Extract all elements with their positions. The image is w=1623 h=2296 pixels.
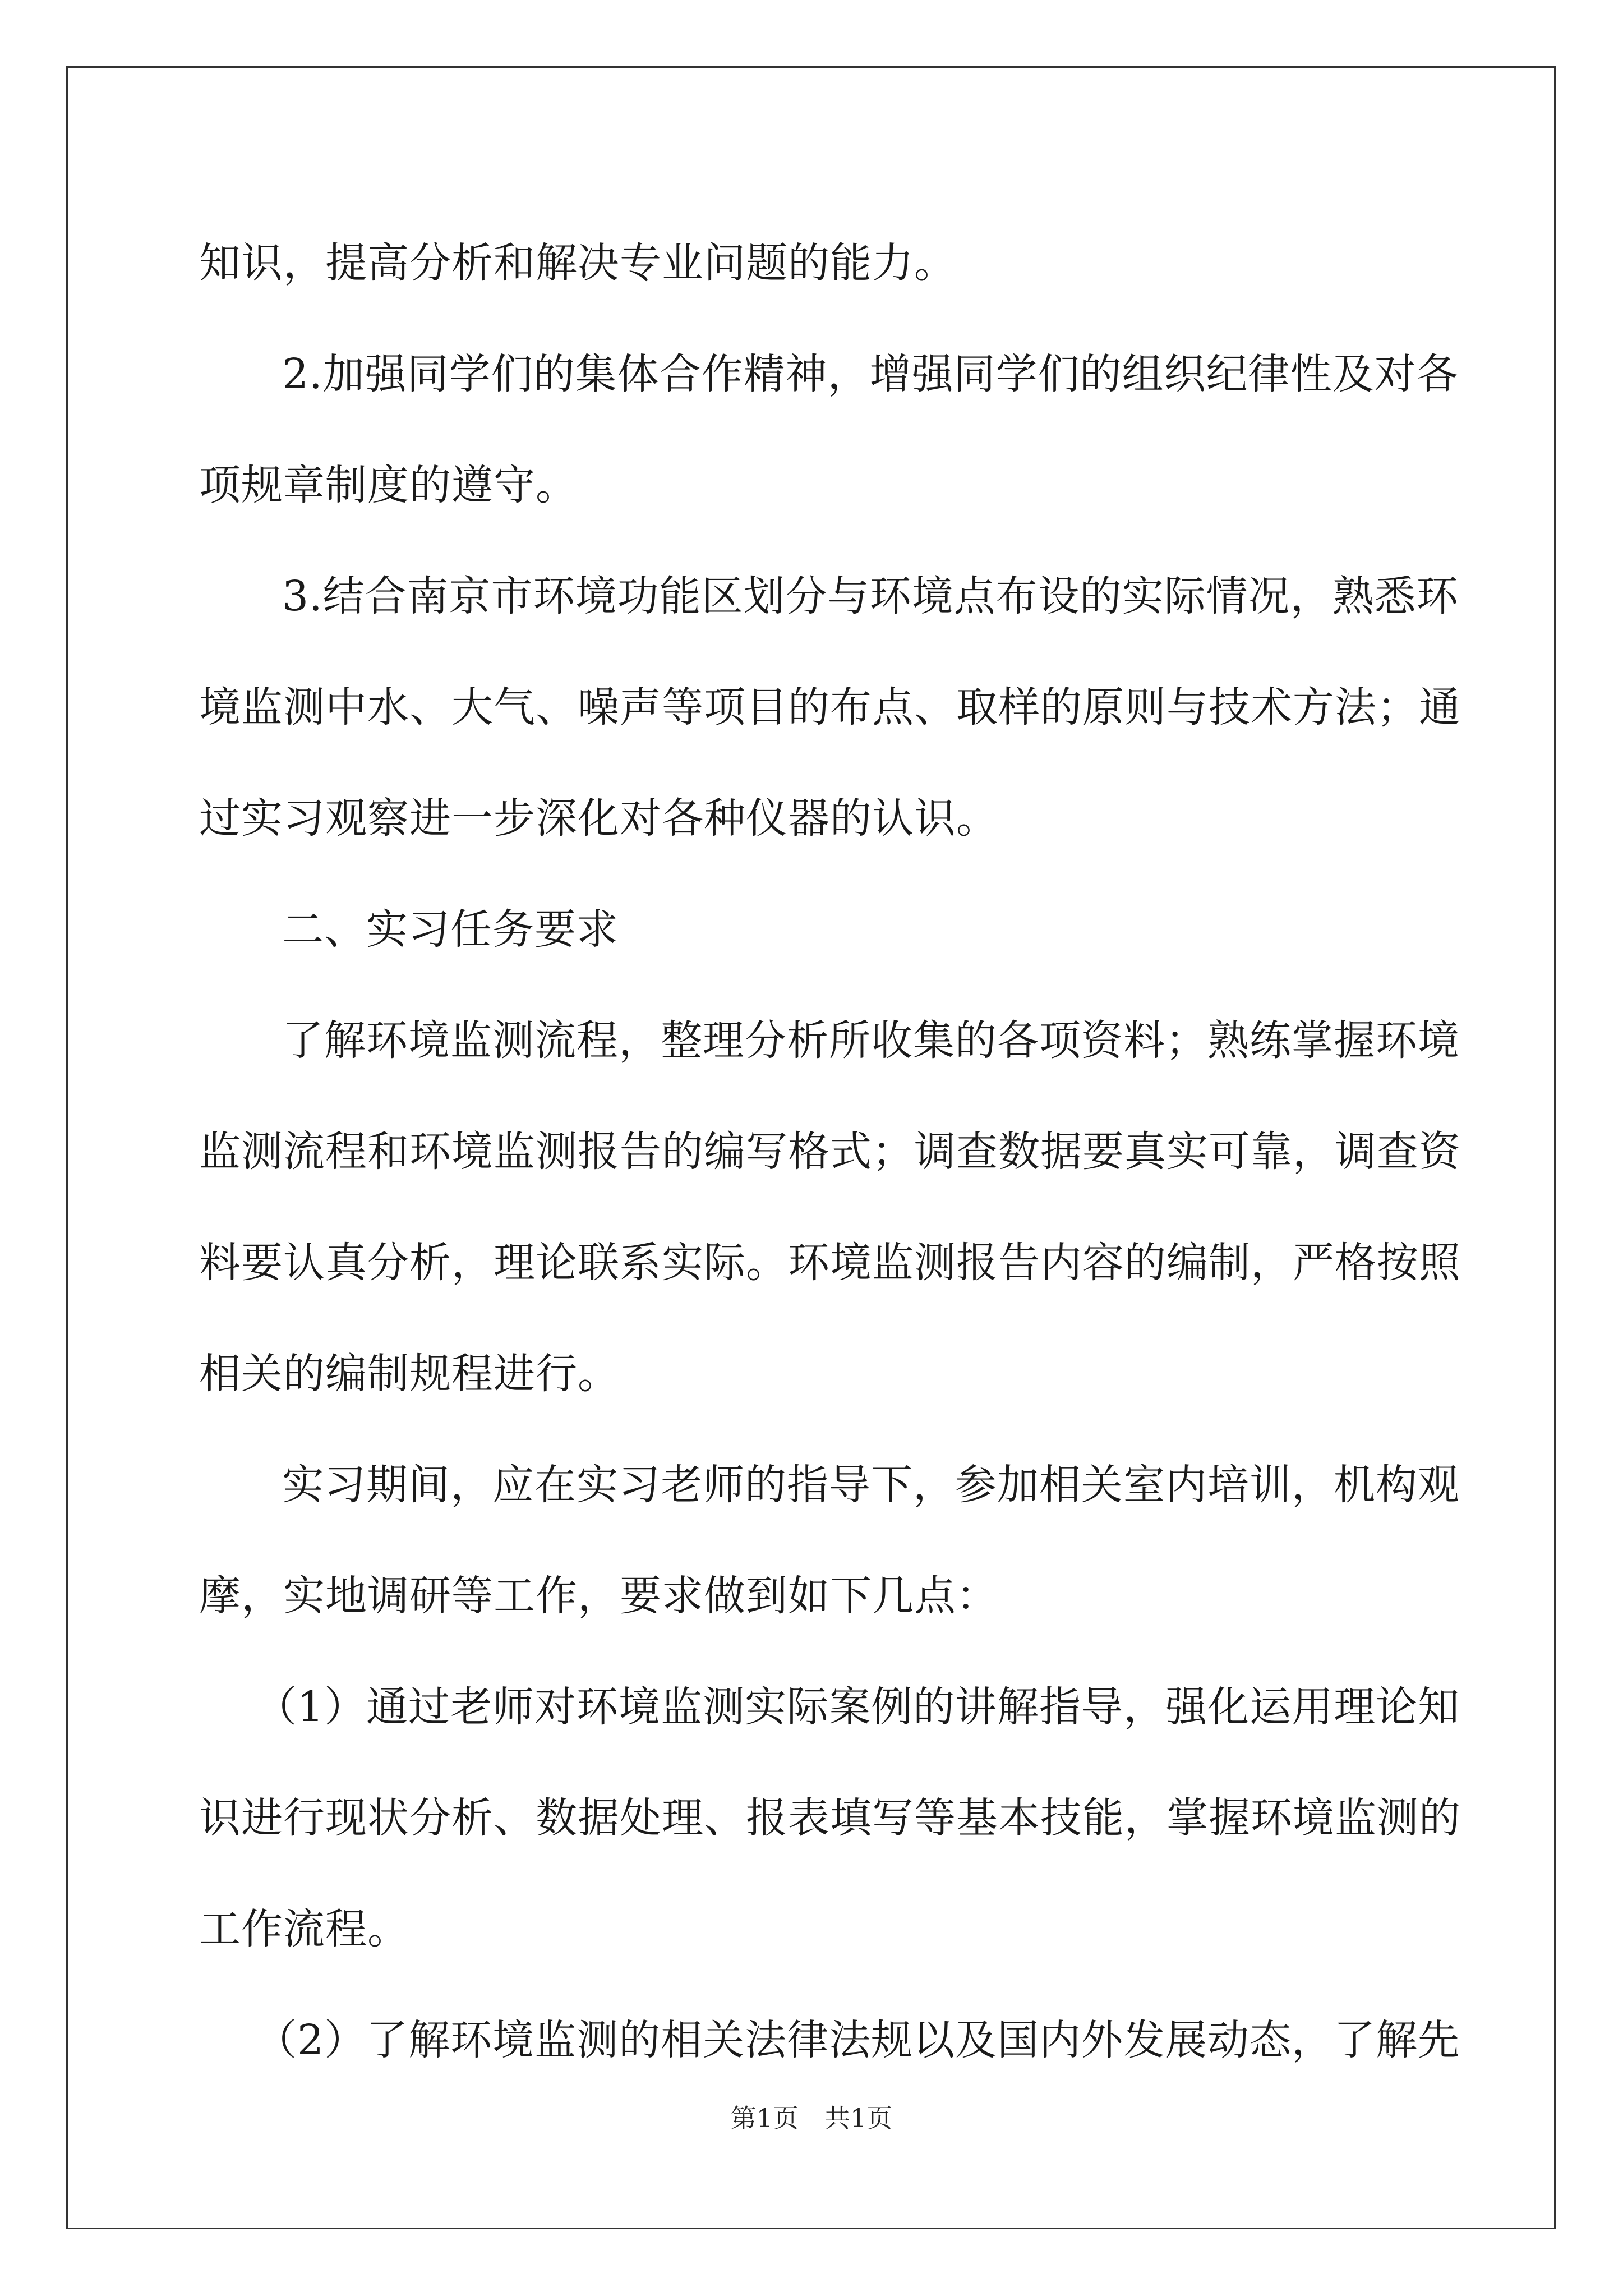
- text-line: 2.加强同学们的集体合作精神，增强同学们的组织纪律性及对各: [282, 350, 1459, 398]
- text-line: 过实习观察进一步深化对各种仪器的认识。: [199, 794, 998, 843]
- text-line: 摩，实地调研等工作，要求做到如下几点：: [199, 1572, 998, 1620]
- text-line: 知识，提高分析和解决专业问题的能力。: [199, 239, 956, 287]
- text-line: 识进行现状分析、数据处理、报表填写等基本技能，掌握环境监测的: [199, 1794, 1461, 1842]
- text-line: 了解环境监测流程，整理分析所收集的各项资料；熟练掌握环境: [282, 1016, 1460, 1065]
- text-line: （2）了解环境监测的相关法律法规以及国内外发展动态，了解先: [255, 2016, 1460, 2064]
- text-line: 实习期间，应在实习老师的指导下，参加相关室内培训，机构观: [282, 1461, 1460, 1509]
- text-line: 项规章制度的遵守。: [199, 461, 578, 509]
- text-line: 料要认真分析，理论联系实际。环境监测报告内容的编制，严格按照: [199, 1239, 1461, 1287]
- text-line: 工作流程。: [199, 1905, 409, 1953]
- text-line: 境监测中水、大气、噪声等项目的布点、取样的原则与技术方法；通: [199, 683, 1461, 731]
- text-line: 3.结合南京市环境功能区划分与环境点布设的实际情况，熟悉环: [282, 572, 1459, 620]
- section-heading: 二、实习任务要求: [282, 905, 619, 954]
- document-body: [199, 208, 1461, 2096]
- text-line: 监测流程和环境监测报告的编写格式；调查数据要真实可靠，调查资: [199, 1128, 1461, 1176]
- page-number-footer: 第1页 共1页: [730, 2103, 893, 2133]
- text-line: 相关的编制规程进行。: [199, 1350, 620, 1398]
- text-line: （1）通过老师对环境监测实际案例的讲解指导，强化运用理论知: [255, 1683, 1460, 1731]
